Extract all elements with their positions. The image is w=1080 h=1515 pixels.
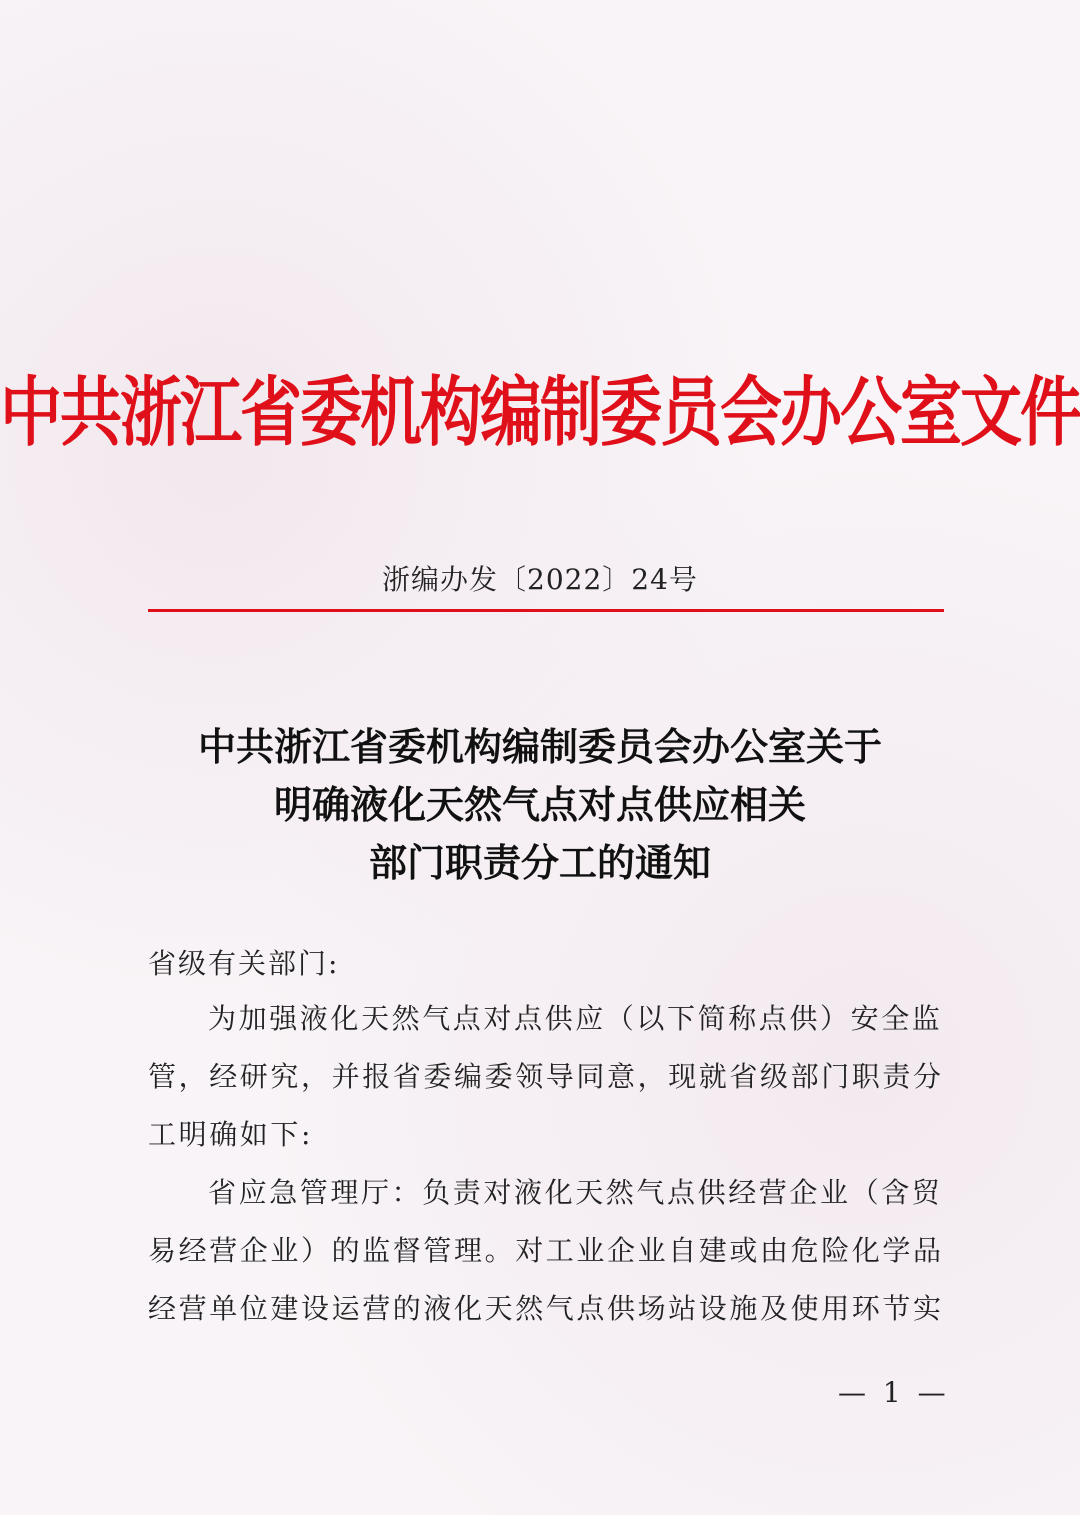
title-line-3: 部门职责分工的通知	[368, 840, 711, 885]
masthead-title: 中共浙江省委机构编制委员会办公室文件	[0, 367, 1080, 457]
document-number: 浙编办发〔2022〕24号	[382, 563, 698, 596]
paragraph-intro	[148, 990, 948, 1164]
paragraph-line: 工明确如下:	[148, 1118, 314, 1151]
red-divider-line	[148, 609, 944, 612]
notice-title	[0, 718, 1080, 892]
paragraph-line: 省应急管理厅：负责对液化天然气点供经营企业（含贸	[208, 1176, 943, 1209]
paragraph-emergency-dept	[148, 1164, 948, 1338]
paragraph-line: 经营单位建设运营的液化天然气点供场站设施及使用环节实	[148, 1292, 944, 1325]
title-line-1: 中共浙江省委机构编制委员会办公室关于	[197, 724, 882, 769]
salutation: 省级有关部门:	[148, 947, 340, 980]
paragraph-line: 为加强液化天然气点对点供应（以下简称点供）安全监	[208, 1002, 943, 1035]
paragraph-line: 易经营企业）的监督管理。对工业企业自建或由危险化学品	[148, 1234, 944, 1267]
paragraph-line: 管，经研究，并报省委编委领导同意，现就省级部门职责分	[148, 1060, 944, 1093]
title-line-2: 明确液化天然气点对点供应相关	[273, 782, 806, 827]
page-number: — 1 —	[838, 1376, 950, 1409]
